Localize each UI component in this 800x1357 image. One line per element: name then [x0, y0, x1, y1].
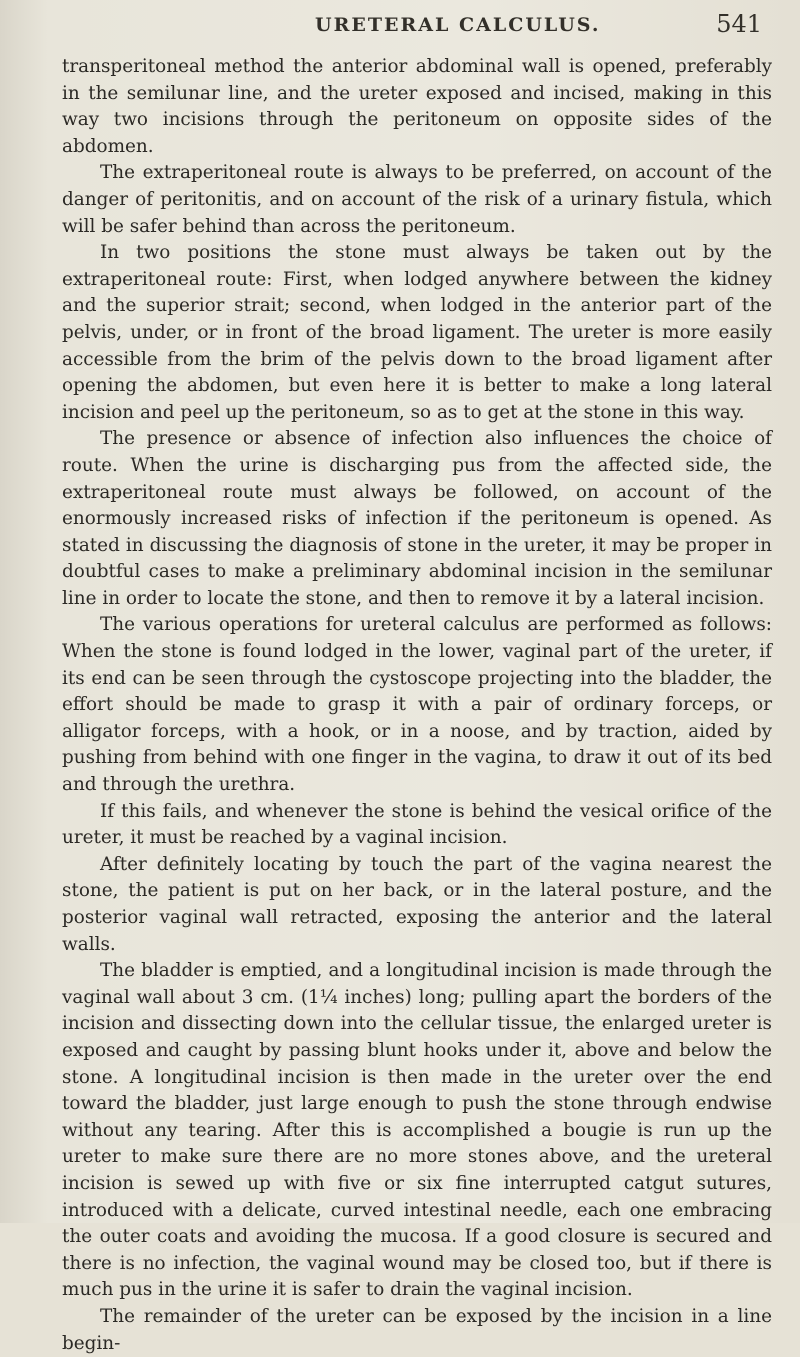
- paragraph-7: After definitely locating by touch the part of the vagina nearest the stone, the patient is put on her back, or in the lateral posture, and the posterior vaginal wall retracted, exposing the anterior and the lateral walls.: [62, 853, 772, 955]
- paragraph-2: The extraperitoneal route is always to be preferred, on account of the danger of peritonitis, and on account of the risk of a urinary fistula, which will be safer behind than across the peritoneum.: [62, 162, 772, 237]
- paragraph-8: The bladder is emptied, and a longitudinal incision is made through the vaginal wall about 3 cm. (1¼ inches) long; pulling apart the borders of the incision and dissecting down into the cellular tissue, the enlarged ureter is exposed and caught by passing blunt hooks under it, above and below the stone. A longitudinal incision is then made in the ureter over the end toward the bladder, just large enough to push the stone through endwise without any tearing. After this is accomplished a bougie is run up the ureter to make sure there are no more stones above, and the ureteral incision is sewed up with five or six fine interrupted catgut sutures, introduced with a delicate, curved intestinal needle, each one embracing the outer coats and avoiding the mucosa. If a good closure is secured and there is no infection, the vaginal wound may be closed too, but if there is much pus in the urine it is safer to drain the vaginal incision.: [62, 960, 772, 1301]
- page-header: [60, 10, 770, 40]
- body-text: [62, 54, 772, 1357]
- paragraph-5: The various operations for ureteral calculus are performed as follows: When the stone is found lodged in the lower, vaginal part of the ureter, if its end can be seen through the cystoscope projecting into the bladder, the effort should be made to grasp it with a pair of ordinary forceps, or alligator forceps, with a hook, or in a noose, and by traction, aided by pushing from behind with one finger in the vagina, to draw it out of its bed and through the urethra.: [62, 614, 772, 796]
- paragraph-4: The presence or absence of infection also influences the choice of route. When the urine is discharging pus from the affected side, the extraperitoneal route must always be followed, on account of the enormously increased risks of infection if the peritoneum is opened. As stated in discussing the diagnosis of stone in the ureter, it may be proper in doubtful cases to make a preliminary abdominal incision in the semilunar line in order to locate the stone, and then to remove it by a lateral incision.: [62, 428, 772, 609]
- paragraph-3: In two positions the stone must always be taken out by the extraperitoneal route: First, when lodged anywhere between the kidney and the superior strait; second, when lodged in the anterior part of the pelvis, under, or in front of the broad ligament. The ureter is more easily accessible from the brim of the pelvis down to the broad ligament after opening the abdomen, but even here it is better to make a long lateral incision and peel up the peritoneum, so as to get at the stone in this way.: [62, 242, 772, 423]
- page-number: 541: [716, 10, 762, 38]
- paragraph-1: transperitoneal method the anterior abdominal wall is opened, preferably in the semilunar line, and the ureter exposed and incised, making in this way two incisions through the peritoneum on opposite sides of the abdomen.: [62, 56, 772, 157]
- running-head: URETERAL CALCULUS.: [315, 14, 601, 36]
- paragraph-6: If this fails, and whenever the stone is behind the vesical orifice of the ureter, it must be reached by a vaginal incision.: [62, 800, 772, 849]
- paragraph-9: The remainder of the ureter can be exposed by the incision in a line begin-: [62, 1305, 772, 1354]
